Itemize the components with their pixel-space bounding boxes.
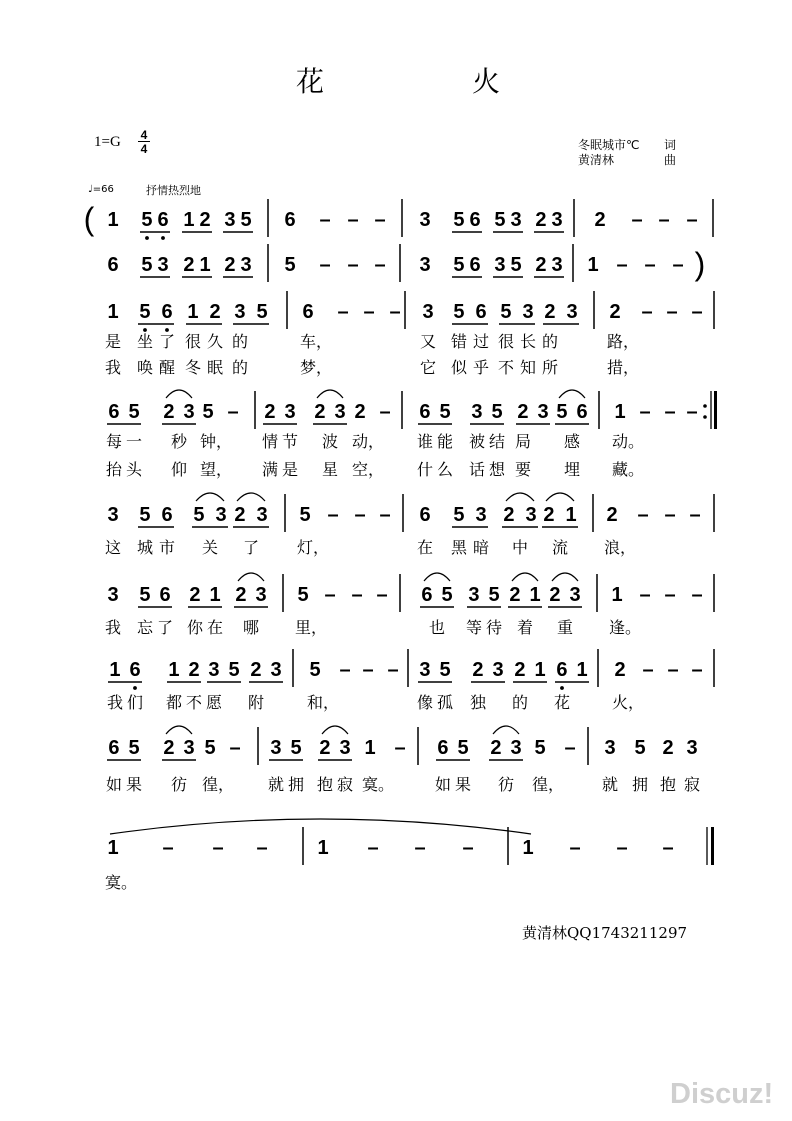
note-beat: 56 [453,301,498,323]
note-beat: 21 [509,584,550,606]
lyric-syllable: 独 [470,693,487,712]
note-beat: 35 [224,209,257,231]
lyric-syllable: 过 [473,332,490,351]
sustain-dash: – [339,659,351,681]
note-beat: 1 [107,209,119,231]
sustain-dash: – [414,837,426,859]
lyric-syllable: 感 [564,432,581,451]
lyric-syllable: 重 [557,618,574,637]
lyric-syllable: 如 [106,775,123,794]
lyric-syllable: 着 [517,618,534,637]
composer-role: 曲 [664,153,677,167]
note-beat: 53 [141,254,174,276]
slur-arc [424,573,450,581]
sustain-dash: – [672,254,684,276]
lyric-syllable: 果 [126,775,143,794]
lyric-syllable: 了 [243,538,260,557]
lyric-syllable: 的 [512,693,529,712]
lyric-syllable: 空， [352,460,385,479]
lyric-syllable: 是 [105,332,122,351]
lyric-syllable: 关 [202,538,219,557]
lyric-syllable: 们 [127,693,144,712]
lyric-syllable: 徨， [532,775,565,794]
lyric-syllable: 火， [612,693,645,712]
note-beat: 12 [187,301,232,323]
lyric-syllable: 久 [207,332,224,351]
note-beat: 35 [471,401,512,423]
note-beat: 23 [319,737,360,759]
note-beat: 35 [494,254,527,276]
sustain-dash: – [662,837,674,859]
lyric-syllable: 能 [437,432,454,451]
note-beat: 1 [611,584,623,606]
slur-arc [166,390,192,398]
sustain-dash: – [337,301,349,323]
slur-arc [559,390,585,398]
note-beat: 35 [208,659,249,681]
note-beat: 23 [250,659,291,681]
note-beat: 1 [614,401,626,423]
sustain-dash: – [229,737,241,759]
lyricist-role: 词 [664,138,677,152]
lyric-syllable: 秒 [171,432,188,451]
sustain-dash: – [691,584,703,606]
sustain-dash: – [347,209,359,231]
lyric-syllable: 的 [542,332,559,351]
lyric-syllable: 望， [200,460,233,479]
sustain-dash: – [689,504,701,526]
low-octave-dot [560,686,564,690]
lyric-syllable: 波 [322,432,339,451]
lyric-syllable: 想 [489,460,506,479]
key-signature: 1=G [94,134,121,150]
lyric-syllable: 所 [542,358,559,377]
sustain-dash: – [376,584,388,606]
slur-arc [506,493,534,501]
sustain-dash: – [462,837,474,859]
note-beat: 23 [490,737,531,759]
repeat-dot [703,404,707,408]
lyric-syllable: 寂 [337,775,354,794]
slur-arc [546,493,574,501]
lyric-syllable: 如 [435,775,452,794]
note-beat: 53 [453,504,498,526]
sustain-dash: – [658,209,670,231]
note-beat: 2 [606,504,618,526]
slur-arc [317,390,343,398]
watermark: Discuz! [670,1078,774,1110]
lyric-syllable: 结 [489,432,506,451]
sustain-dash: – [564,737,576,759]
sustain-dash: – [667,659,679,681]
lyric-syllable: 哪 [243,618,260,637]
lyric-syllable: 醒 [159,358,176,377]
lyric-syllable: 情 [262,432,279,451]
lyric-syllable: 我 [105,358,122,377]
low-octave-dot [133,686,137,690]
lyric-syllable: 抱 [660,775,677,794]
sustain-dash: – [379,401,391,423]
note-beat: 21 [183,254,216,276]
lyric-syllable: 你 [187,618,204,637]
sustain-dash: – [631,209,643,231]
lyric-syllable: 乎 [473,358,490,377]
note-beat: 23 [472,659,513,681]
tie-arc [110,819,531,834]
note-beat: 3 [604,737,616,759]
lyric-syllable: 钟， [200,432,233,451]
lyric-syllable: 拥 [288,775,305,794]
note-beat: 56 [139,504,184,526]
note-beat: 12 [168,659,209,681]
sustain-dash: – [642,659,654,681]
sustain-dash: – [256,837,268,859]
note-beat: 2 [594,209,606,231]
sustain-dash: – [319,209,331,231]
note-beat: 5 [204,737,216,759]
lyric-syllable: 暗 [473,538,490,557]
lyric-syllable: 逢。 [609,618,642,637]
lyric-syllable: 节 [282,432,299,451]
sustain-dash: – [637,504,649,526]
note-beat: 23 [163,401,204,423]
low-octave-dot [145,236,149,240]
lyric-syllable: 抱 [317,775,334,794]
note-beat: 23 [314,401,355,423]
lyric-syllable: 它 [420,358,437,377]
lyric-syllable: 孤 [437,693,454,712]
lyric-syllable: 车， [300,332,333,351]
lyric-syllable: 寂 [684,775,701,794]
footer-signature: 黄清林QQ1743211297 [522,924,688,942]
sustain-dash: – [367,837,379,859]
lyric-syllable: 在 [207,618,224,637]
lyric-syllable: 埋 [564,460,581,479]
sustain-dash: – [354,504,366,526]
repeat-dot [703,415,707,419]
note-beat: 2 [609,301,621,323]
lyric-syllable: 满 [262,460,279,479]
lyric-syllable: 果 [455,775,472,794]
note-beat: 5 [284,254,296,276]
note-beat: 5 [634,737,646,759]
lyric-syllable: 很 [185,332,202,351]
note-beat: 53 [494,209,527,231]
lyric-syllable: 眠 [207,358,224,377]
lyric-syllable: 错 [451,332,468,351]
note-beat: 2 [662,737,674,759]
lyric-syllable: 灯， [297,538,330,557]
note-beat: 3 [422,301,434,323]
sustain-dash: – [686,209,698,231]
tempo-expression: 抒情热烈地 [146,184,201,197]
note-beat: 61 [556,659,597,681]
lyric-syllable: 了 [159,332,176,351]
note-beat: 53 [193,504,238,526]
sustain-dash: – [569,837,581,859]
lyric-syllable: 我 [105,618,122,637]
time-signature-bottom: 4 [138,141,150,155]
sustain-dash: – [686,401,698,423]
slur-arc [493,726,519,734]
lyric-syllable: 抬 [106,460,123,479]
sustain-dash: – [394,737,406,759]
lyric-syllable: 市 [159,538,176,557]
note-beat: 35 [270,737,311,759]
slur-arc [322,726,348,734]
sustain-dash: – [641,301,653,323]
lyric-syllable: 措， [607,358,640,377]
open-paren: ( [83,201,95,237]
sustain-dash: – [374,209,386,231]
lyric-syllable: 彷 [498,775,515,794]
note-beat: 23 [503,504,548,526]
lyric-syllable: 话 [469,460,486,479]
sustain-dash: – [379,504,391,526]
lyric-syllable: 中 [512,538,529,557]
lyric-syllable: 不 [498,358,515,377]
note-beat: 23 [517,401,558,423]
lyric-syllable: 的 [232,332,249,351]
note-beat: 1 [107,301,119,323]
time-signature [138,129,150,155]
slur-arc [166,726,192,734]
lyric-syllable: 黑 [451,538,468,557]
note-beat: 21 [189,584,230,606]
lyric-syllable: 似 [451,358,468,377]
lyric-syllable: 忘 [137,618,154,637]
note-beat: 65 [419,401,460,423]
lyric-syllable: 就 [602,775,619,794]
lyric-syllable: 什 [417,460,434,479]
lyric-syllable: 谁 [417,432,434,451]
sustain-dash: – [664,504,676,526]
lyric-syllable: 城 [137,538,154,557]
note-beat: 1 [107,837,119,859]
lyric-syllable: 每 [106,432,123,451]
note-beat: 6 [419,504,431,526]
sustain-dash: – [227,401,239,423]
lyric-syllable: 花 [554,693,571,712]
note-beat: 56 [139,584,180,606]
lyric-syllable: 动。 [612,432,645,451]
note-beat: 21 [543,504,588,526]
lyric-syllable: 又 [420,332,437,351]
note-beat: 3 [419,209,431,231]
title-char-1: 花 [296,65,325,98]
note-beat: 56 [453,209,486,231]
lyric-syllable: 被 [469,432,486,451]
lyric-syllable: 里， [295,618,328,637]
close-paren: ) [694,246,706,282]
note-beat: 23 [234,504,279,526]
note-beat: 23 [535,209,568,231]
note-beat: 2 [614,659,626,681]
lyric-syllable: 也 [429,618,446,637]
slur-arc [237,493,265,501]
sustain-dash: – [324,584,336,606]
lyric-syllable: 的 [232,358,249,377]
final-thick-bar [711,827,714,865]
note-beat: 65 [108,737,149,759]
lyric-syllable: 路， [607,332,640,351]
lyric-syllable: 梦， [300,358,333,377]
sustain-dash: – [389,301,401,323]
note-beat: 23 [549,584,590,606]
lyric-syllable: 待 [486,618,503,637]
tempo-mark: ♩=66 [88,184,114,195]
slur-arc [238,573,264,581]
lyric-syllable: 附 [248,693,265,712]
time-signature-top: 4 [140,128,148,142]
sustain-dash: – [351,584,363,606]
note-beat: 6 [302,301,314,323]
note-beat: 16 [109,659,150,681]
slur-arc [552,573,578,581]
lyric-syllable: 徨， [202,775,235,794]
lyric-syllable: 像 [417,693,434,712]
lyric-syllable: 寞。 [362,775,395,794]
note-beat: 21 [514,659,555,681]
note-beat: 23 [544,301,589,323]
note-beat: 1 [587,254,599,276]
lyric-syllable: 一 [126,432,143,451]
note-beat: 65 [421,584,462,606]
sustain-dash: – [664,584,676,606]
note-beat: 6 [107,254,119,276]
note-beat: 5 [297,584,309,606]
lyric-syllable: 冬 [185,358,202,377]
lyric-syllable: 寞。 [105,873,138,892]
note-beat: 3 [107,504,119,526]
lyric-syllable: 这 [105,538,122,557]
note-beat: 65 [437,737,478,759]
sustain-dash: – [363,301,375,323]
slur-arc [196,493,224,501]
sustain-dash: – [639,584,651,606]
sustain-dash: – [387,659,399,681]
note-beat: 5 [299,504,311,526]
sustain-dash: – [664,401,676,423]
sustain-dash: – [639,401,651,423]
lyric-syllable: 浪， [604,538,637,557]
lyric-syllable: 愿 [206,693,223,712]
sustain-dash: – [374,254,386,276]
sustain-dash: – [616,254,628,276]
repeat-thick-bar [714,391,717,429]
sustain-dash: – [327,504,339,526]
sustain-dash: – [691,301,703,323]
lyric-syllable: 是 [282,460,299,479]
note-beat: 3 [107,584,119,606]
sustain-dash: – [616,837,628,859]
note-beat: 3 [686,737,698,759]
lyric-syllable: 我 [107,693,124,712]
composer-name: 黄清林 [578,153,615,167]
sustain-dash: – [644,254,656,276]
note-beat: 56 [556,401,597,423]
note-beat: 53 [500,301,545,323]
lyric-syllable: 彷 [171,775,188,794]
note-beat: 6 [284,209,296,231]
note-beat: 23 [224,254,257,276]
lyric-syllable: 要 [515,460,532,479]
lyric-syllable: 么 [437,460,454,479]
note-beat: 1 [522,837,534,859]
note-beat: 5 [534,737,546,759]
title-char-2: 火 [472,65,501,98]
lyricist-name: 冬眠城市℃ [578,138,640,152]
lyric-syllable: 星 [322,460,339,479]
note-beat: 56 [139,301,184,323]
low-octave-dot [161,236,165,240]
lyric-syllable: 动， [352,432,385,451]
sustain-dash: – [362,659,374,681]
lyric-syllable: 不 [186,693,203,712]
note-beat: 5 [202,401,214,423]
note-beat: 23 [264,401,305,423]
lyric-syllable: 唤 [137,358,154,377]
lyric-syllable: 就 [268,775,285,794]
note-beat: 35 [234,301,279,323]
slur-arc [512,573,538,581]
lyric-syllable: 拥 [632,775,649,794]
lyric-syllable: 藏。 [612,460,645,479]
note-beat: 23 [235,584,276,606]
sustain-dash: – [319,254,331,276]
lyric-syllable: 流 [552,538,569,557]
lyric-syllable: 在 [417,538,434,557]
note-beat: 1 [317,837,329,859]
sustain-dash: – [212,837,224,859]
lyric-syllable: 很 [498,332,515,351]
note-beat: 23 [163,737,204,759]
note-beat: 1 [364,737,376,759]
sustain-dash: – [347,254,359,276]
note-beat: 65 [108,401,149,423]
lyric-syllable: 长 [520,332,537,351]
note-beat: 35 [468,584,509,606]
sustain-dash: – [666,301,678,323]
sustain-dash: – [691,659,703,681]
lyric-syllable: 局 [515,432,532,451]
lyric-syllable: 知 [520,358,537,377]
lyric-syllable: 仰 [171,460,188,479]
note-beat: 12 [183,209,216,231]
note-beat: 35 [419,659,460,681]
lyric-syllable: 和， [307,693,340,712]
note-beat: 56 [453,254,486,276]
lyric-syllable: 头 [126,460,143,479]
note-beat: 5 [309,659,321,681]
note-beat: 56 [141,209,174,231]
note-beat: 2 [354,401,366,423]
lyric-syllable: 等 [466,618,483,637]
lyric-syllable: 都 [166,693,183,712]
lyric-syllable: 坐 [137,332,154,351]
note-beat: 23 [535,254,568,276]
note-beat: 3 [419,254,431,276]
sustain-dash: – [162,837,174,859]
lyric-syllable: 了 [157,618,174,637]
